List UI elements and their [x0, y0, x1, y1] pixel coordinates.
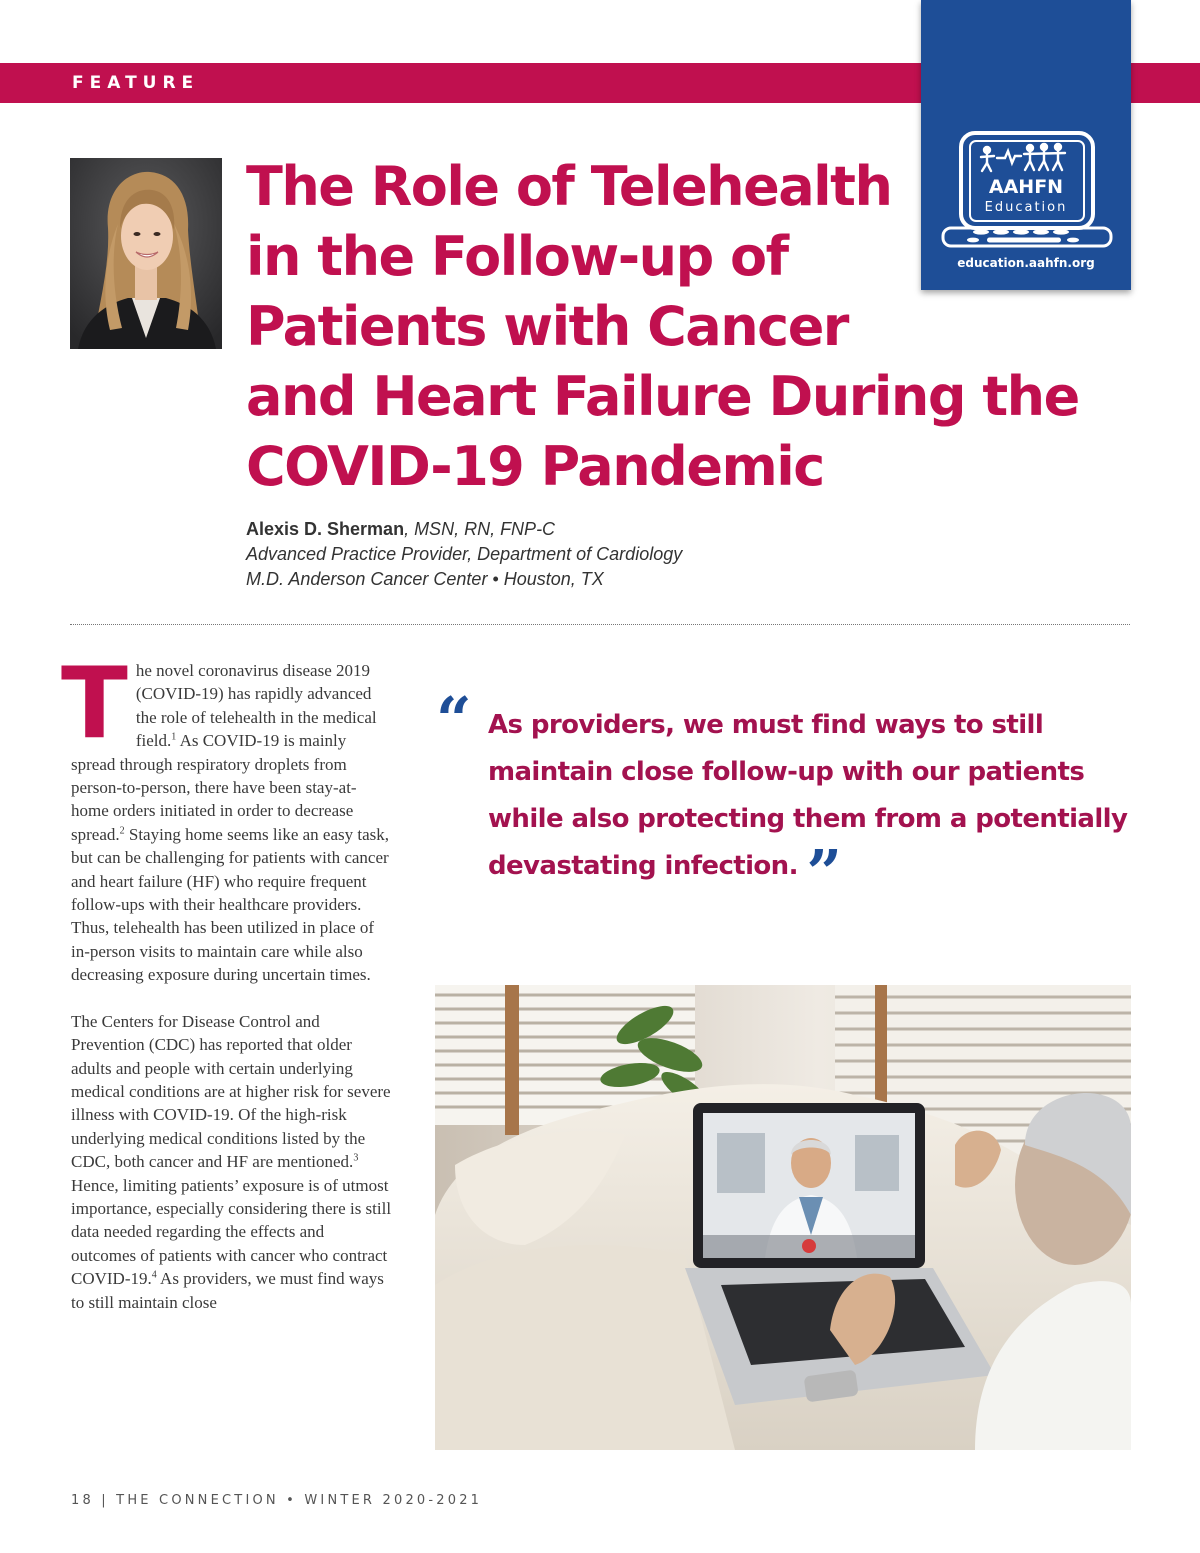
reference-marker: 4 — [151, 1269, 157, 1281]
pull-quote — [488, 702, 1128, 909]
pull-quote-text: As providers, we must find ways to still maintain close follow-up with our patients while also protecting them from a potentially devastating infection. — [488, 710, 1128, 881]
reference-marker: 3 — [353, 1152, 359, 1164]
paragraph: The novel coronavirus disease 2019 (COVID-19) has rapidly advanced the role of telehealth in the medical field.$^1$ As COVID-19 is mainly spread through respiratory droplets from person-to-person, there have been stay-at-home orders initiated in order to decrease spread.$^2$ Staying home seems like an easy task, but can be challenging for patients with cancer and heart failure (HF) who require frequent follow-ups with their healthcare providers. Thus, telehealth has been utilized in place of in-person visits to maintain care while also decreasing exposure during uncertain times. — [61, 647, 390, 985]
author-byline — [246, 517, 1046, 592]
page-footer: 18 | THE CONNECTION • WINTER 2020-2021 — [71, 1493, 483, 1508]
section-label: FEATURE — [72, 73, 200, 93]
title-line: in the Follow-up of — [246, 225, 788, 288]
dotted-divider — [70, 624, 1130, 625]
article-body — [61, 647, 393, 1337]
author-title: Advanced Practice Provider, Department of Cardiology — [246, 544, 683, 564]
telehealth-video-call-photo — [435, 985, 1131, 1450]
author-name: Alexis D. Sherman — [246, 519, 405, 539]
badge-url-link[interactable]: education.aahfn.org — [957, 256, 1095, 270]
title-line: The Role of Telehealth — [246, 155, 892, 218]
title-line: Patients with Cancer — [246, 295, 848, 358]
reference-marker: 2 — [119, 825, 125, 837]
reference-marker: 1 — [171, 731, 177, 743]
badge-subtitle: Education — [984, 200, 1068, 215]
drop-cap: T — [61, 647, 128, 761]
article-title — [246, 152, 1146, 502]
author-portrait — [70, 158, 222, 349]
paragraph: The Centers for Disease Control and Prevention (CDC) has reported that older adults and people with certain underlying medical conditions are at higher risk for severe illness with COVID-19. Of the high-risk underlying medical conditions listed by the CDC, both cancer and HF are mentioned.$^3$ Hence, limiting patients’ exposure is of utmost importance, especially considering there is still data needed regarding the effects and outcomes of patients with cancer who contract COVID-19.$^4$ As providers, we must find ways to still maintain close — [71, 1011, 392, 1312]
author-credentials: , MSN, RN, FNP-C — [404, 519, 556, 539]
title-line: and Heart Failure During the — [246, 365, 1079, 428]
title-line: COVID-19 Pandemic — [246, 435, 824, 498]
open-quote-mark: “ — [436, 683, 472, 756]
author-affiliation: M.D. Anderson Cancer Center • Houston, TX — [246, 569, 604, 589]
badge-brand: AAHFN — [988, 176, 1064, 198]
close-quote-mark: ” — [806, 836, 842, 909]
